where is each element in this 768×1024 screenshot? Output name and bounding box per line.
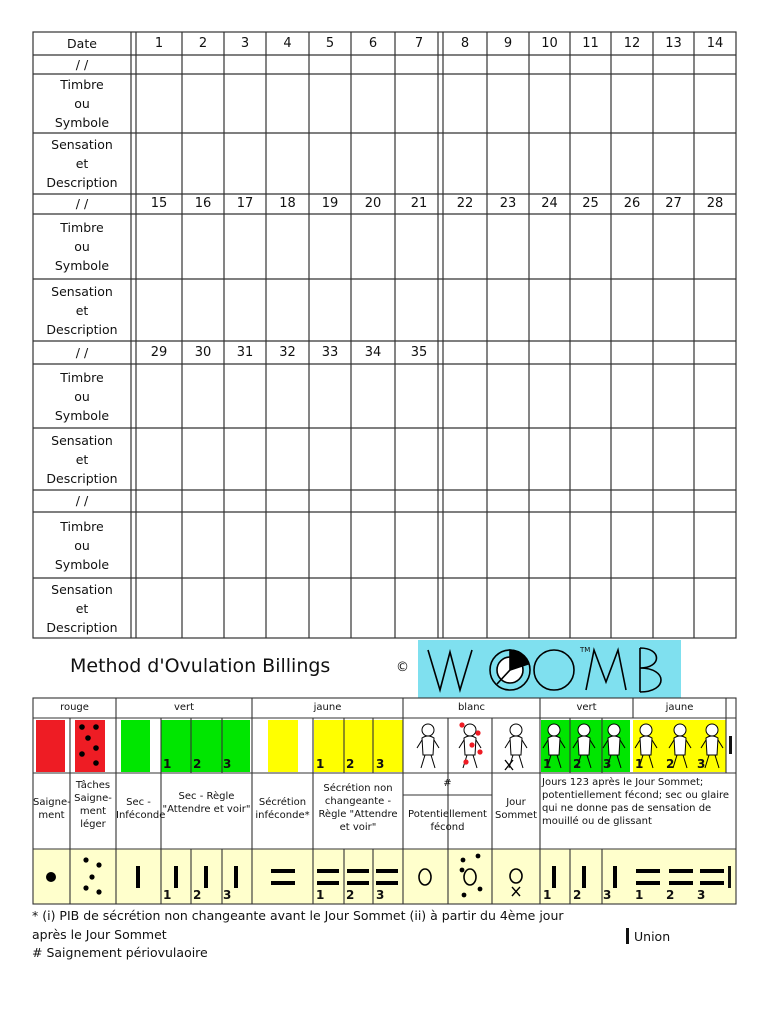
dot-mark bbox=[85, 735, 91, 741]
spot-symbol bbox=[476, 854, 481, 859]
swatch-number: 2 bbox=[573, 757, 582, 771]
desc-saignement: Saigne-ment bbox=[33, 797, 71, 821]
legend-group-label: vert bbox=[576, 702, 597, 713]
day-number: 13 bbox=[665, 36, 682, 51]
swatch-number: 3 bbox=[376, 757, 385, 771]
sensation-row-label: Sensation et Description bbox=[46, 137, 118, 190]
desc-secretion-non: Sécrétion non changeante - Règle "Attendre et voir" bbox=[318, 783, 398, 833]
day-number: 15 bbox=[150, 196, 168, 211]
red-dot bbox=[459, 722, 464, 727]
day-number: 21 bbox=[410, 196, 428, 211]
day-number: 7 bbox=[414, 36, 424, 51]
dot-mark bbox=[93, 760, 99, 766]
day-number: 8 bbox=[460, 36, 470, 51]
desc-sec-infecond: Sec - Inféconde bbox=[116, 797, 166, 821]
swatch-number: 2 bbox=[346, 757, 355, 771]
circle-symbol bbox=[419, 869, 431, 885]
day-number: 32 bbox=[279, 345, 296, 360]
day-number: 18 bbox=[279, 196, 296, 211]
copyright-symbol: © bbox=[396, 660, 409, 675]
desc-potentiellement: Potentiellement fécond bbox=[408, 809, 487, 833]
legend-group-label: rouge bbox=[60, 702, 89, 713]
day-number: 5 bbox=[325, 36, 335, 51]
eq-line bbox=[700, 869, 724, 873]
bar-symbol bbox=[552, 866, 556, 888]
eq-line bbox=[669, 869, 693, 873]
spot-symbol bbox=[478, 887, 483, 892]
eq-line bbox=[636, 869, 660, 873]
date-placeholder: / / bbox=[75, 493, 89, 508]
spot-symbol bbox=[461, 858, 466, 863]
day-number: 24 bbox=[541, 196, 558, 211]
eq-line bbox=[271, 881, 295, 885]
desc-secretion-infeconde: Sécrétion inféconde* bbox=[255, 797, 310, 821]
green-swatch bbox=[121, 720, 150, 772]
day-number: 16 bbox=[194, 196, 212, 211]
x-mark bbox=[505, 760, 513, 770]
day-number: 23 bbox=[499, 196, 517, 211]
spot-symbol bbox=[96, 889, 101, 894]
date-placeholder: / / bbox=[75, 57, 89, 72]
legend-group-label: blanc bbox=[457, 702, 486, 713]
day-number: 29 bbox=[150, 345, 168, 360]
eq-line bbox=[271, 869, 295, 873]
symbol-number: 2 bbox=[666, 888, 675, 902]
day-number: 31 bbox=[236, 345, 254, 360]
yellow-swatch bbox=[268, 720, 298, 772]
sensation-row-label: Sensation et Description bbox=[46, 283, 118, 337]
symbol-number: 1 bbox=[163, 888, 172, 902]
eq-line bbox=[636, 881, 660, 885]
union-bar bbox=[729, 736, 732, 754]
desc-jours-123: Jours 123 après le Jour Sommet; potentiellement fécond; sec ou glaire qui ne donne pas de sensation de mouillé ou de glissant bbox=[542, 777, 730, 827]
red-swatch bbox=[36, 720, 65, 772]
desc-taches: Tâches Saigne-ment léger bbox=[74, 780, 112, 830]
symbol-number: 2 bbox=[346, 888, 355, 902]
day-number: 27 bbox=[665, 196, 682, 211]
union-mark bbox=[626, 928, 629, 944]
swatch-number: 1 bbox=[316, 757, 325, 771]
baby-icon bbox=[417, 724, 439, 768]
bar-symbol bbox=[136, 866, 140, 888]
desc-jour-sommet: Jour Sommet bbox=[494, 797, 538, 821]
baby-peak-icon bbox=[505, 724, 527, 768]
swatch-number: 3 bbox=[223, 757, 232, 771]
symbol-number: 1 bbox=[316, 888, 325, 902]
day-number: 17 bbox=[236, 196, 254, 211]
red-dot bbox=[469, 742, 474, 747]
stamp-row-label: Timbre ou Symbole bbox=[54, 518, 110, 572]
day-number: 6 bbox=[368, 36, 378, 51]
legend-group-label: vert bbox=[173, 702, 195, 713]
spot-symbol bbox=[462, 893, 467, 898]
date-placeholder: / / bbox=[75, 345, 89, 360]
date-header: Date bbox=[67, 36, 97, 51]
spot-symbol bbox=[83, 885, 88, 890]
red-dot bbox=[463, 759, 468, 764]
bar-symbol bbox=[613, 866, 617, 888]
day-number: 3 bbox=[240, 36, 250, 51]
sensation-row-label: Sensation et Description bbox=[46, 581, 118, 635]
sensation-row-label: Sensation et Description bbox=[46, 432, 118, 486]
symbol-number: 1 bbox=[635, 888, 644, 902]
date-placeholder: / / bbox=[75, 196, 89, 211]
peak-x-symbol bbox=[512, 887, 520, 896]
symbol-number: 1 bbox=[543, 888, 552, 902]
swatch-number: 1 bbox=[543, 757, 552, 771]
peak-circle-symbol bbox=[510, 869, 522, 883]
desc-hash: # bbox=[443, 778, 452, 789]
stamp-row-label: Timbre ou Symbole bbox=[54, 220, 110, 273]
red-dot bbox=[477, 749, 482, 754]
eq-line bbox=[317, 869, 339, 873]
swatch-number: 1 bbox=[635, 757, 644, 771]
dot-mark bbox=[93, 724, 99, 730]
day-number: 14 bbox=[706, 36, 724, 51]
dot-mark bbox=[93, 745, 99, 751]
eq-line bbox=[669, 881, 693, 885]
symbol-number: 2 bbox=[193, 888, 202, 902]
day-number: 4 bbox=[283, 36, 292, 51]
legend-group-label: jaune bbox=[665, 702, 694, 713]
symbol-number: 3 bbox=[697, 888, 706, 902]
logo-tm: TM bbox=[580, 646, 591, 654]
stamp-row-label: Timbre ou Symbole bbox=[54, 369, 110, 423]
swatch-number: 1 bbox=[163, 757, 172, 771]
day-number: 30 bbox=[194, 345, 212, 360]
union-bar bbox=[728, 866, 731, 888]
eq-line bbox=[317, 881, 339, 885]
day-number: 25 bbox=[582, 196, 599, 211]
bar-symbol bbox=[174, 866, 178, 888]
day-number: 26 bbox=[623, 196, 641, 211]
dot-mark bbox=[79, 724, 85, 730]
day-number: 11 bbox=[582, 36, 599, 51]
day-number: 35 bbox=[410, 345, 428, 360]
footnote-line3: # Saignement périovulaoire bbox=[32, 945, 208, 960]
symbol-number: 2 bbox=[573, 888, 582, 902]
eq-line bbox=[347, 881, 369, 885]
day-number: 34 bbox=[364, 345, 382, 360]
spot-symbol bbox=[89, 874, 94, 879]
swatch-number: 3 bbox=[603, 757, 612, 771]
desc-sec-regle: Sec - Règle "Attendre et voir" bbox=[162, 791, 251, 815]
bar-symbol bbox=[204, 866, 208, 888]
day-number: 12 bbox=[623, 36, 641, 51]
day-number: 19 bbox=[321, 196, 339, 211]
swatch-number: 2 bbox=[666, 757, 675, 771]
spot-symbol bbox=[96, 862, 101, 867]
symbol-number: 3 bbox=[376, 888, 385, 902]
swatch-number: 3 bbox=[697, 757, 706, 771]
day-number: 1 bbox=[154, 36, 164, 51]
eq-line bbox=[376, 881, 398, 885]
union-label: Union bbox=[634, 929, 671, 944]
footnote-line2: après le Jour Sommet bbox=[32, 927, 167, 942]
day-number: 10 bbox=[541, 36, 558, 51]
stamp-row-label: Timbre ou Symbole bbox=[54, 77, 110, 130]
day-number: 20 bbox=[364, 196, 382, 211]
day-number: 33 bbox=[321, 345, 339, 360]
red-dot bbox=[475, 730, 480, 735]
eq-line bbox=[347, 869, 369, 873]
day-number: 2 bbox=[198, 36, 208, 51]
spot-symbol bbox=[460, 868, 465, 873]
eq-line bbox=[376, 869, 398, 873]
swatch-number: 2 bbox=[193, 757, 202, 771]
eq-line bbox=[700, 881, 724, 885]
page-title: Method d'Ovulation Billings bbox=[70, 655, 331, 677]
symbol-number: 3 bbox=[223, 888, 232, 902]
day-number: 28 bbox=[706, 196, 724, 211]
footnote-line1: * (i) PIB de sécrétion non changeante avant le Jour Sommet (ii) à partir du 4ème jour bbox=[32, 908, 564, 923]
dot-symbol bbox=[46, 872, 56, 882]
bar-symbol bbox=[234, 866, 238, 888]
day-number: 22 bbox=[456, 196, 474, 211]
bar-symbol bbox=[582, 866, 586, 888]
dot-mark bbox=[79, 751, 85, 757]
symbol-number: 3 bbox=[603, 888, 612, 902]
legend-group-label: jaune bbox=[313, 702, 342, 713]
day-number: 9 bbox=[503, 36, 513, 51]
circle-dots-symbol bbox=[464, 869, 476, 885]
spot-symbol bbox=[83, 857, 88, 862]
